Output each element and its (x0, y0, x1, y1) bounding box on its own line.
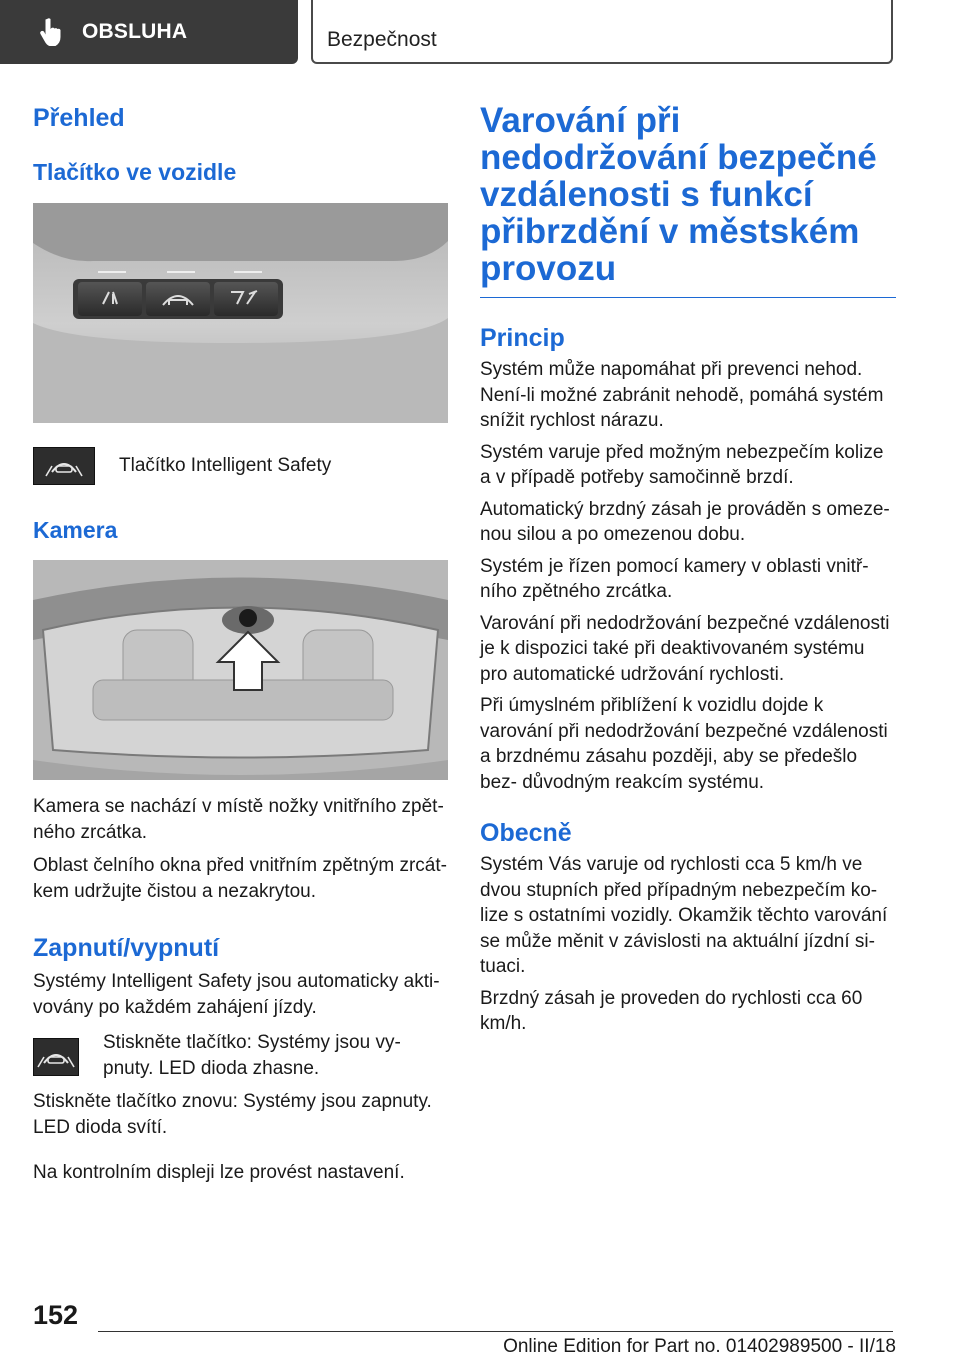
principle-paragraph-1: Systém může napomáhat při prevenci nehod. Není-li možné zabránit nehodě, pomáhá systém snížit rychlost nárazu. (480, 359, 884, 431)
section-title: Varování při nedodržování bezpečné vzdálenosti s funkcí přibrzdění v městském provozu (480, 101, 877, 288)
topic-tab (311, 0, 893, 64)
onoff-paragraph-1: Systémy Intelligent Safety jsou automaticky akti‐ vovány po každém zahájení jízdy. (33, 971, 440, 1018)
intelligent-safety-caption-row (33, 447, 448, 485)
intelligent-safety-caption: Tlačítko Intelligent Safety (119, 455, 332, 476)
principle-paragraph-2: Systém varuje před možným nebezpečím kolize a v případě potřeby samočinně brzdí. (480, 441, 884, 488)
footer-rule (98, 1331, 893, 1332)
principle-heading: Princip (480, 324, 565, 352)
page-number: 152 (33, 1300, 79, 1330)
onoff-paragraph-3: Na kontrolním displeji lze provést nastavení. (33, 1162, 405, 1183)
topic-label: Bezpečnost (327, 28, 437, 51)
camera-image (33, 560, 448, 780)
principle-paragraph-5: Varování při nedodržování bezpečné vzdálenosti je k dispozici také při deaktivovaném systému pro automatické udržování rychlosti. (480, 612, 890, 685)
camera-heading: Kamera (33, 517, 118, 543)
section-label: OBSLUHA (82, 20, 188, 43)
button-panel-image (33, 203, 448, 423)
button-heading: Tlačítko ve vozidle (33, 159, 237, 185)
general-paragraph-1: Systém Vás varuje od rychlosti cca 5 km/h ve dvou stupních před případným nebezpečím ko‐ lize s ostatními vozidly. Okamžik těchto varování se může měnit v závislosti na aktuální jízdní si‐ tuaci. (480, 854, 888, 977)
principle-paragraph-3: Automatický brzdný zásah je prováděn s omeze‐ nou silou a po omezenou dobu. (480, 498, 890, 545)
camera-paragraph-1: Kamera se nachází v místě nožky vnitřního zpět‐ ného zrcátka. (33, 796, 444, 843)
general-heading: Obecně (480, 819, 572, 847)
hand-pointer-icon (38, 17, 64, 47)
onoff-heading: Zapnutí/vypnutí (33, 934, 220, 962)
camera-paragraph-2: Oblast čelního okna před vnitřním zpětným zrcát‐ kem udržujte čistou a nezakrytou. (33, 855, 447, 902)
button-panel-photo (33, 203, 448, 423)
edition-note: Online Edition for Part no. 01402989500 - II/18 (503, 1336, 896, 1357)
principle-paragraph-6: Při úmyslném přiblížení k vozidlu dojde k varování při nedodržování bezpečné vzdálenosti a brzdnému zásahu později, aby se předešlo bez‐ důvodným reakcím systému. (480, 695, 888, 793)
left-column (33, 100, 448, 1186)
principle-paragraph-4: Systém je řízen pomocí kamery v oblasti vnitř‐ ního zpětného zrcátka. (480, 555, 869, 602)
intelligent-safety-button-icon (33, 1038, 79, 1076)
intelligent-safety-icon (33, 447, 95, 485)
onoff-icon-row (33, 1030, 448, 1081)
onoff-icon-text: Stiskněte tlačítko: Systémy jsou vy‐ pnuty. LED dioda zhasne. (103, 1032, 401, 1079)
section-tab[interactable] (0, 0, 298, 64)
camera-photo (33, 560, 448, 780)
page-title: Přehled (33, 104, 125, 132)
right-column (480, 100, 896, 1037)
general-paragraph-2: Brzdný zásah je proveden do rychlosti cca 60 km/h. (480, 987, 863, 1034)
title-rule (480, 297, 896, 298)
onoff-paragraph-2: Stiskněte tlačítko znovu: Systémy jsou zapnuty. LED dioda svítí. (33, 1091, 432, 1138)
